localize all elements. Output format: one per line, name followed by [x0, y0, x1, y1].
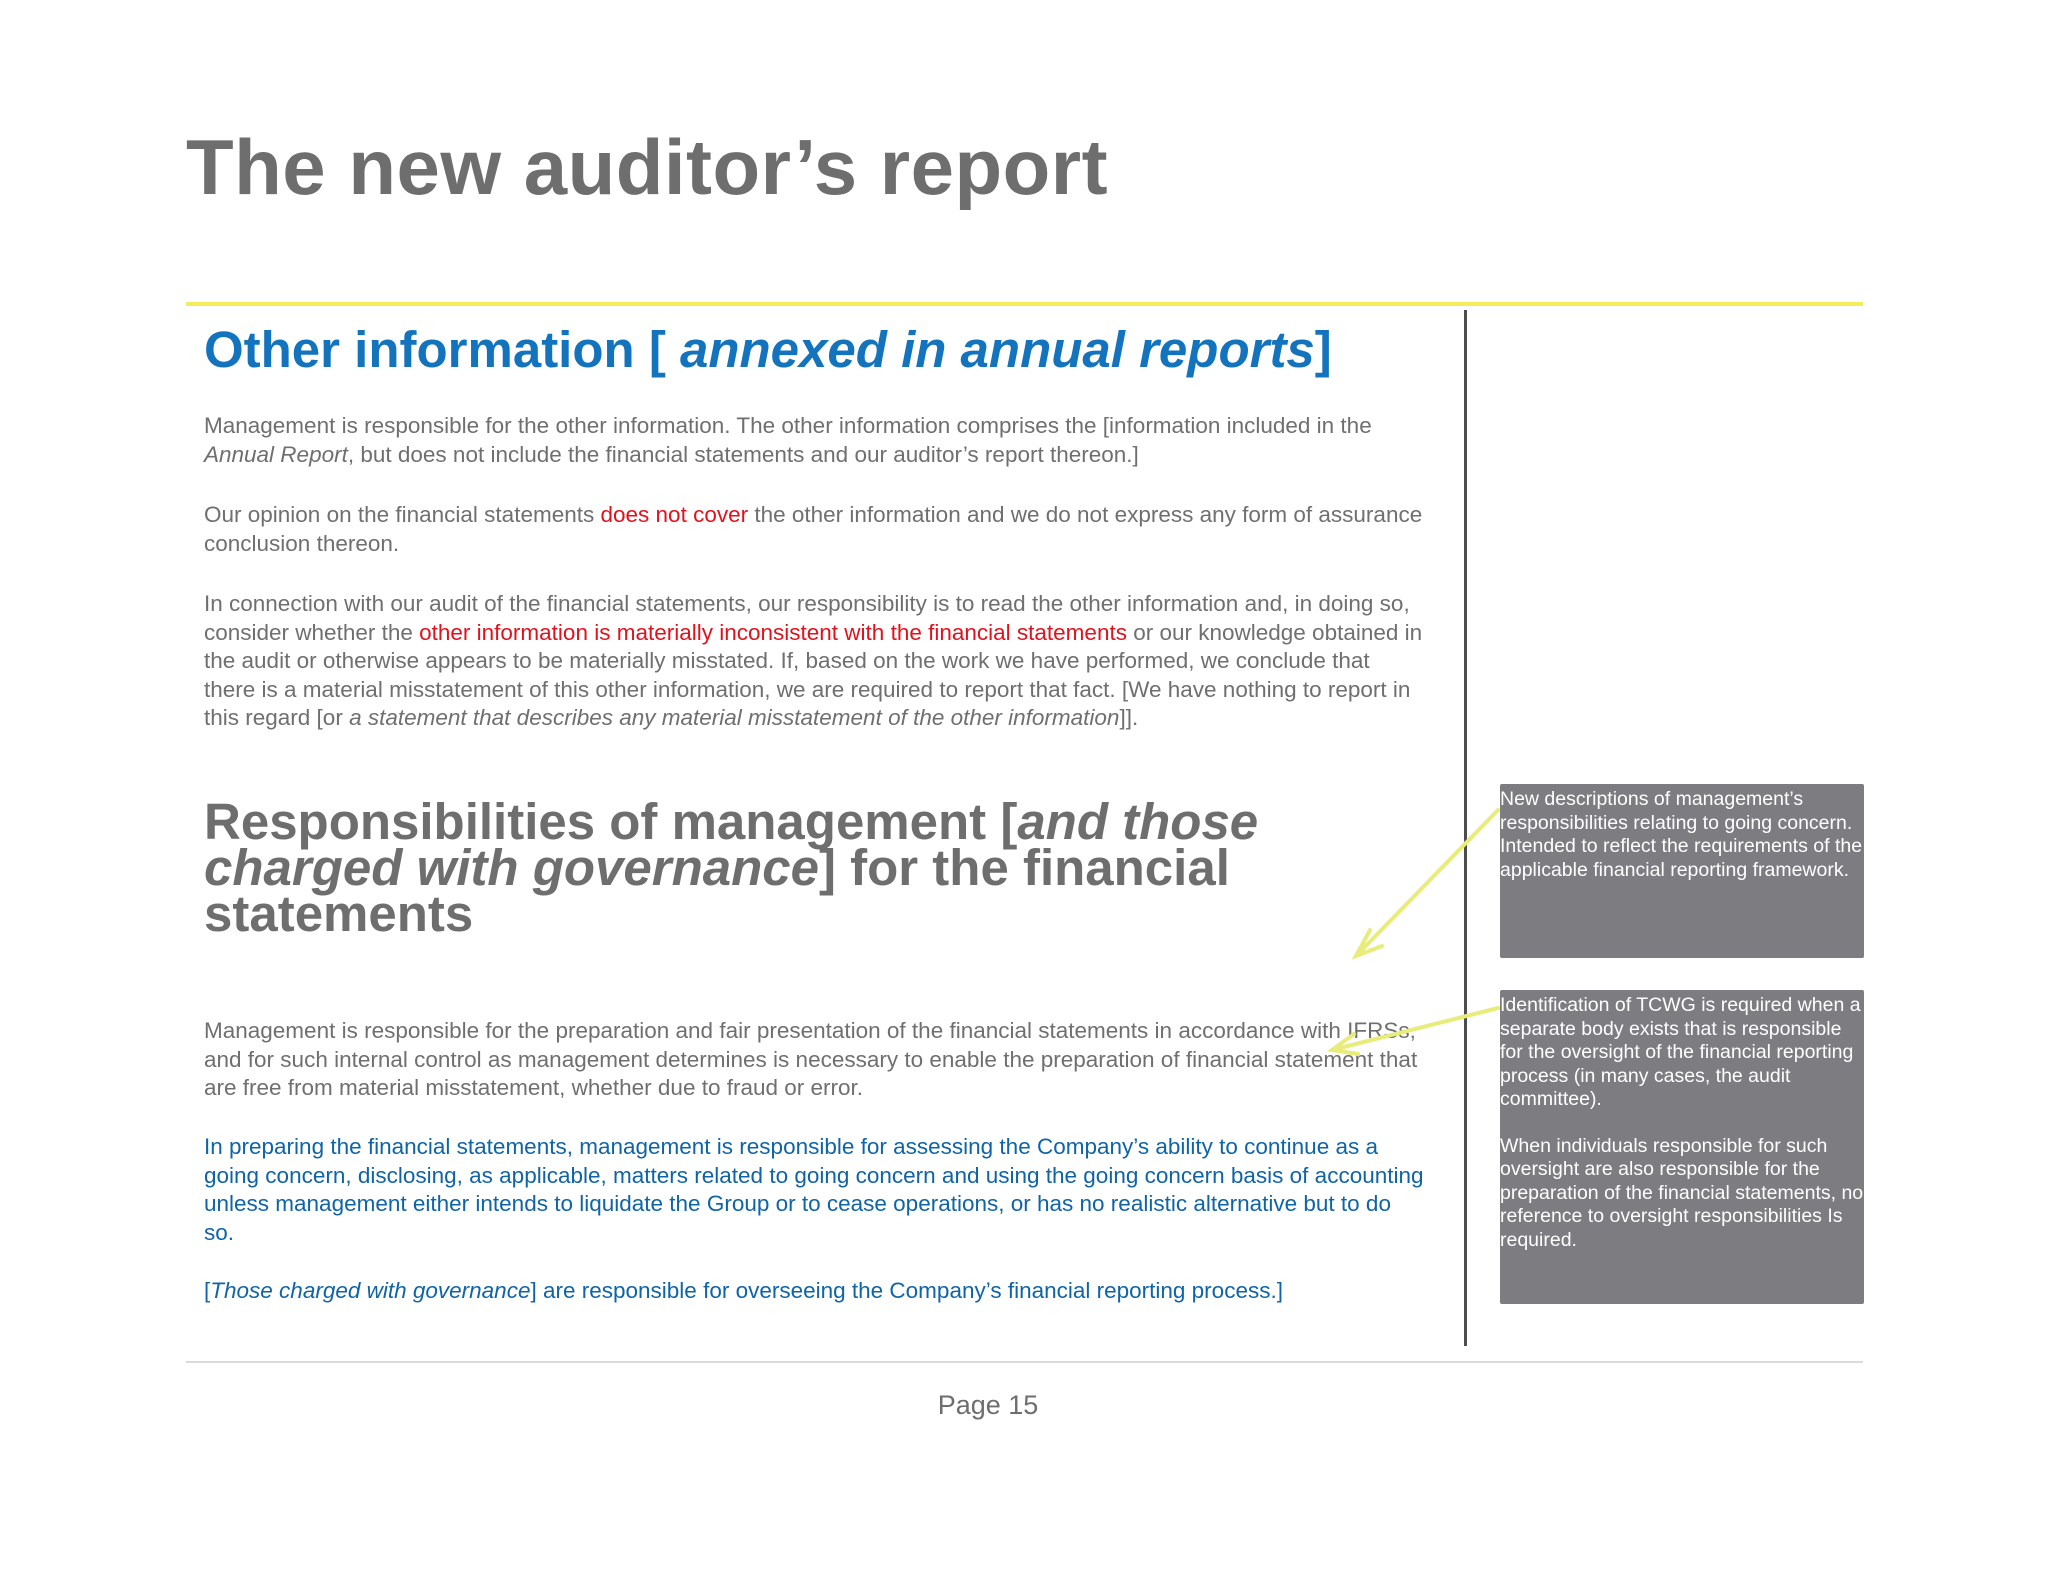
- note-text: New descriptions of management’s responsibilities relating to going concern. Intended to reflect the requirements of the applicable financial reporting framework.: [1500, 788, 1863, 881]
- heading-text: Responsibilities of management [: [204, 793, 1018, 850]
- heading-italic-text: and those charged with governance: [204, 793, 1259, 896]
- heading-italic-text: annexed in annual reports: [679, 321, 1315, 378]
- note-spacer: [1500, 1112, 1864, 1135]
- responsibilities-heading: [204, 793, 1384, 942]
- text: Management is responsible for the other information. The other information comprises the [information included in the: [204, 413, 1372, 438]
- heading-text: ] for the financial statements: [204, 839, 1230, 942]
- highlight-text: other information is materially inconsistent with the financial statements: [419, 619, 1127, 645]
- vertical-divider: [1464, 310, 1467, 1346]
- italic-text: a statement that describes any material misstatement of the other information: [349, 705, 1120, 730]
- paragraph-opinion-scope: [204, 501, 1426, 558]
- text: In connection with our audit of the financial statements, our responsibility is to read the other information and, in doing so, consider whether the: [204, 591, 1410, 645]
- paragraph-auditor-responsibility: [204, 590, 1426, 733]
- page-number: Page 15: [937, 1390, 1039, 1420]
- italic-text: Annual Report: [204, 441, 348, 467]
- text: ]].: [1119, 705, 1139, 730]
- text: , but does not include the financial statements and our auditor’s report thereon.]: [347, 441, 1139, 467]
- paragraph-other-info-scope: [204, 412, 1426, 469]
- heading-text: ]: [1314, 321, 1332, 378]
- slide-title: The new auditor’s report: [186, 123, 1109, 211]
- paragraph-going-concern: In preparing the financial statements, management is responsible for assessing the Company’s ability to continue as a going concern, disclosing, as applicable, matters related to going concern and using the going concern basis of accounting unless management either intends to liquidate the Group or to cease operations, or has no realistic alternative but to do so.: [204, 1134, 1424, 1245]
- top-divider: [186, 302, 1863, 306]
- heading-text: Other information [: [204, 321, 680, 378]
- bottom-divider: [186, 1361, 1863, 1363]
- italic-text: Those charged with governance: [210, 1278, 531, 1303]
- paragraph-tcwg: [204, 1277, 1426, 1306]
- note-text: When individuals responsible for such oversight are also responsible for the preparation of the financial statements, no reference to oversight responsibilities Is required.: [1500, 1134, 1864, 1251]
- note-going-concern: [1500, 784, 1864, 958]
- text: ] are responsible for overseeing the Company’s financial reporting process.]: [530, 1278, 1283, 1303]
- text: Our opinion on the financial statements: [204, 502, 601, 527]
- text: or our knowledge obtained in the audit or otherwise appears to be materially misstated. If, based on the work we have performed, we conclude that there is a material misstatement of this other information, we are required to report that fact. [We have nothing to report in this regard [or: [204, 619, 1423, 730]
- other-information-heading: [204, 320, 1426, 379]
- note-text: Identification of TCWG is required when a separate body exists that is responsible for the oversight of the financial reporting process (in many cases, the audit committee).: [1500, 994, 1861, 1110]
- paragraph-management-responsibility: Management is responsible for the preparation and fair presentation of the financial statements in accordance with IFRSs, and for such internal control as management determines is necessary to enable the preparation of financial statement that are free from material misstatement, whether due to fraud or error.: [204, 1018, 1418, 1100]
- note-tcwg: [1500, 990, 1864, 1304]
- text: the other information and we do not express any form of assurance conclusion thereon.: [204, 502, 1423, 556]
- highlight-text: does not cover: [600, 502, 749, 527]
- text: [: [204, 1278, 211, 1303]
